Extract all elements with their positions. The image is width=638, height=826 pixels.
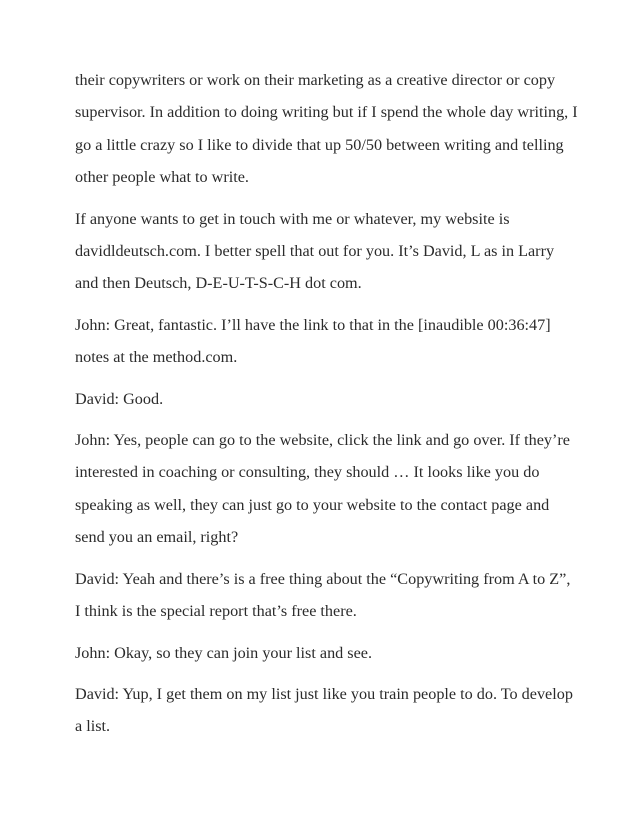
text-line: David: Good. (75, 389, 164, 408)
text-line: David: Yeah and there’s is a free thing about the “Copywriting from A to Z”, (75, 569, 571, 588)
text-line: John: Okay, so they can join your list and see. (75, 643, 373, 662)
paragraph (75, 424, 575, 554)
text-line: and then Deutsch, D-E-U-T-S-C-H dot com. (75, 274, 362, 293)
text-line: supervisor. In addition to doing writing but if I spend the whole day writing, I (75, 103, 578, 122)
text-line: David: Yup, I get them on my list just like you train people to do. To develop (75, 684, 573, 703)
text-line: John: Yes, people can go to the website, click the link and go over. If they’re (75, 431, 570, 450)
text-line: go a little crazy so I like to divide that up 50/50 between writing and telling (75, 135, 564, 154)
paragraph (75, 64, 578, 194)
text-line: send you an email, right? (75, 528, 239, 547)
paragraph (75, 203, 575, 300)
paragraph (75, 637, 575, 669)
document-body (75, 64, 578, 752)
text-line: other people what to write. (75, 168, 249, 187)
text-line: interested in coaching or consulting, they should … It looks like you do (75, 463, 540, 482)
paragraph (75, 309, 575, 374)
paragraph (75, 563, 575, 628)
paragraph (75, 383, 575, 415)
text-line: I think is the special report that’s free there. (75, 602, 357, 621)
text-line: John: Great, fantastic. I’ll have the link to that in the [inaudible 00:36:47] (75, 315, 551, 334)
text-line: speaking as well, they can just go to your website to the contact page and (75, 495, 550, 514)
text-line: If anyone wants to get in touch with me or whatever, my website is (75, 209, 510, 228)
text-line: notes at the method.com. (75, 348, 238, 367)
text-line: a list. (75, 717, 111, 736)
text-line: their copywriters or work on their marketing as a creative director or copy (75, 71, 556, 89)
paragraph (75, 678, 575, 743)
text-line: davidldeutsch.com. I better spell that out for you. It’s David, L as in Larry (75, 242, 555, 261)
